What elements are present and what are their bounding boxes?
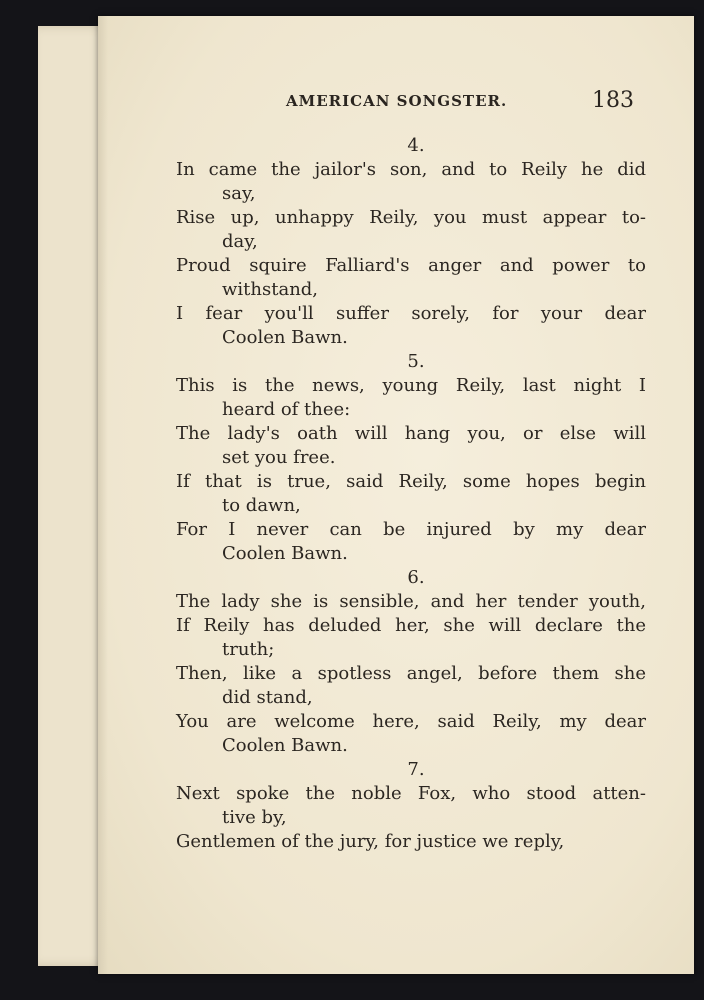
- verse-continuation: Coolen Bawn.: [222, 543, 348, 564]
- verse-line: Rise up, unhappy Reily, you must appear to-: [176, 207, 646, 228]
- verse-continuation: say,: [222, 183, 256, 204]
- verse-line: This is the news, young Reily, last night I: [176, 375, 646, 396]
- verse-line: In came the jailor's son, and to Reily he did: [176, 159, 646, 180]
- book-page: [98, 16, 694, 974]
- verse-line: I fear you'll suffer sorely, for your dear: [176, 303, 646, 324]
- verse-line: The lady's oath will hang you, or else will: [176, 423, 646, 444]
- verse-continuation: Coolen Bawn.: [222, 735, 348, 756]
- verse-continuation: withstand,: [222, 279, 319, 300]
- stanza-number: 6.: [407, 567, 425, 588]
- verse-line: Next spoke the noble Fox, who stood atten-: [176, 783, 646, 804]
- running-head: AMERICAN SONGSTER.: [286, 92, 508, 110]
- page-gutter-shadow: [98, 16, 108, 974]
- verse-continuation: truth;: [222, 639, 275, 660]
- verse-continuation: to dawn,: [222, 495, 301, 516]
- stanza-number: 4.: [407, 135, 425, 156]
- verse-continuation: Coolen Bawn.: [222, 327, 348, 348]
- verse-line: Proud squire Falliard's anger and power to: [176, 255, 646, 276]
- verse-line: The lady she is sensible, and her tender youth,: [176, 591, 646, 612]
- verse-line: Then, like a spotless angel, before them she: [176, 663, 646, 684]
- verse-line: For I never can be injured by my dear: [176, 519, 646, 540]
- verse-line: If Reily has deluded her, she will declare the: [176, 615, 646, 636]
- verse-line: If that is true, said Reily, some hopes begin: [176, 471, 646, 492]
- song-text: [176, 134, 646, 854]
- stanza-number: 5.: [407, 351, 425, 372]
- verse-continuation: day,: [222, 231, 258, 252]
- verse-continuation: set you free.: [222, 447, 336, 468]
- page-number: 183: [592, 88, 634, 113]
- verse-continuation: tive by,: [222, 807, 287, 828]
- verse-line: Gentlemen of the jury, for justice we reply,: [176, 831, 565, 852]
- verse-continuation: did stand,: [222, 687, 313, 708]
- stanza-number: 7.: [407, 759, 425, 780]
- verse-continuation: heard of thee:: [222, 399, 351, 420]
- verse-line: You are welcome here, said Reily, my dear: [176, 711, 646, 732]
- page-header: [98, 88, 694, 122]
